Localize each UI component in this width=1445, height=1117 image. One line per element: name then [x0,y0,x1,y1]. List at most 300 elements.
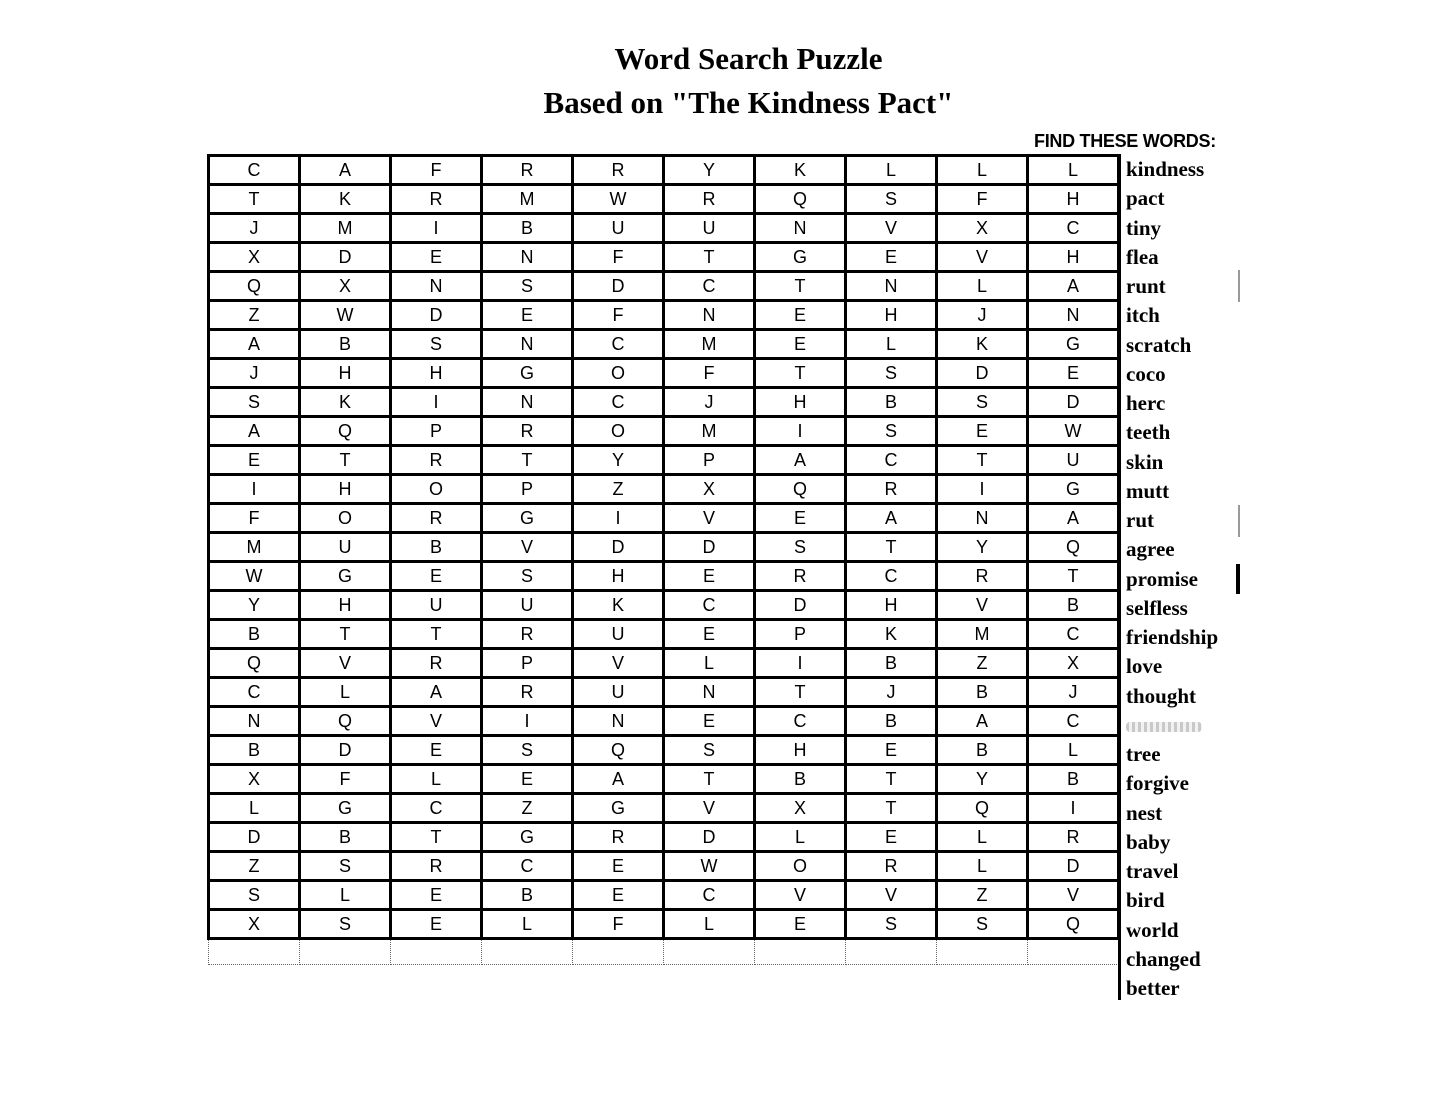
grid-cell: C [573,388,664,417]
grid-cell: X [300,272,391,301]
grid-row [209,707,1119,736]
grid-cell: B [1028,591,1119,620]
word-list-item: rut [1126,508,1154,532]
grid-cell: V [846,214,937,243]
grid-cell: I [391,388,482,417]
grid-cell: M [482,185,573,214]
grid-row [209,243,1119,272]
word-list-item: travel [1126,859,1179,883]
grid-cell: Y [664,156,755,185]
grid-cell: U [391,591,482,620]
grid-cell: O [755,852,846,881]
grid-cell: H [300,475,391,504]
word-list-item: love [1126,654,1163,679]
grid-cell: S [391,330,482,359]
word-list-item: kindness [1126,157,1205,181]
grid-cell: K [300,185,391,214]
grid-cell: R [664,185,755,214]
grid-cell: K [846,620,937,649]
grid-cell: P [755,620,846,649]
grid-cell: S [755,533,846,562]
grid-cell: I [391,214,482,243]
grid-cell: F [664,359,755,388]
grid-cell: E [209,446,300,475]
grid-cell: N [482,243,573,272]
grid-cell: S [482,272,573,301]
grid-cell: N [209,707,300,736]
grid-cell: D [209,823,300,852]
grid-row [209,794,1119,823]
word-list-item: teeth [1126,420,1171,445]
grid-cell: N [937,504,1028,533]
word-list-item: thought [1126,683,1197,708]
grid-cell: N [391,272,482,301]
grid-cell: R [573,823,664,852]
grid-cell: B [300,823,391,852]
grid-cell: L [300,881,391,910]
grid-cell: Q [209,272,300,301]
grid-cell: Z [937,881,1028,910]
grid-cell: C [1028,214,1119,243]
grid-row [209,301,1119,330]
grid-cell: B [209,736,300,765]
grid-cell: B [391,533,482,562]
grid-cell: C [1028,707,1119,736]
grid-row [209,591,1119,620]
grid-cell: H [573,562,664,591]
grid-cell: S [846,910,937,939]
grid-cell: S [846,417,937,446]
grid-cell: H [846,591,937,620]
grid-cell: X [209,910,300,939]
grid-row [209,620,1119,649]
grid-cell: N [664,678,755,707]
grid-cell: U [573,678,664,707]
grid-cell: A [846,504,937,533]
grid-cell: E [846,736,937,765]
grid-cell: T [937,446,1028,475]
grid-cell: B [937,736,1028,765]
grid-cell: D [300,243,391,272]
grid-blank-cell [755,939,846,965]
grid-cell: E [482,765,573,794]
grid-row [209,823,1119,852]
grid-cell: G [755,243,846,272]
grid-row [209,446,1119,475]
grid-cell: S [482,562,573,591]
grid-cell: G [300,562,391,591]
grid-cell: K [300,388,391,417]
grid-cell: E [664,562,755,591]
grid-cell: H [1028,185,1119,214]
grid-cell: Q [300,707,391,736]
grid-cell: H [846,301,937,330]
grid-row [209,330,1119,359]
grid-cell: C [391,794,482,823]
grid-cell: E [573,881,664,910]
grid-cell: C [846,446,937,475]
grid-cell: H [300,591,391,620]
word-list-item: mutt [1126,478,1170,503]
grid-cell: H [755,388,846,417]
grid-cell: W [573,185,664,214]
grid-cell: C [664,272,755,301]
grid-cell: H [1028,243,1119,272]
grid-cell: G [300,794,391,823]
grid-cell: Z [209,301,300,330]
grid-cell: Q [300,417,391,446]
grid-cell: N [482,330,573,359]
grid-cell: R [573,156,664,185]
grid-row [209,272,1119,301]
grid-cell: N [755,214,846,243]
grid-row [209,214,1119,243]
grid-cell: Q [755,475,846,504]
grid-blank-cell [482,939,573,965]
grid-blank-cell [1028,939,1119,965]
grid-row [209,765,1119,794]
grid-cell: J [209,359,300,388]
grid-cell: L [755,823,846,852]
grid-cell: R [1028,823,1119,852]
grid-cell: E [664,620,755,649]
grid-cell: L [391,765,482,794]
grid-cell: Q [1028,910,1119,939]
grid-cell: O [573,359,664,388]
grid-cell: A [300,156,391,185]
word-list-item: agree [1126,537,1175,562]
grid-cell: L [846,156,937,185]
grid-cell: P [391,417,482,446]
grid-cell: L [937,272,1028,301]
grid-cell: N [482,388,573,417]
grid-cell: A [755,446,846,475]
grid-cell: G [1028,330,1119,359]
grid-cell: E [937,417,1028,446]
grid-cell: G [573,794,664,823]
grid-cell: A [1028,504,1119,533]
scan-artifact [1238,505,1240,537]
find-words-heading: FIND THESE WORDS: [1034,131,1216,151]
grid-cell: B [755,765,846,794]
grid-cell: Z [209,852,300,881]
grid-cell: D [937,359,1028,388]
word-list-item: coco [1126,361,1166,386]
grid-cell: L [482,910,573,939]
word-list-item: skin [1126,449,1164,474]
grid-cell: I [482,707,573,736]
grid-cell: D [573,272,664,301]
grid-cell: S [846,185,937,214]
grid-cell: T [482,446,573,475]
grid-cell: F [391,156,482,185]
word-list-item: forgive [1126,771,1189,796]
grid-cell: R [391,446,482,475]
letter-grid [207,154,1120,965]
grid-cell: E [1028,359,1119,388]
grid-cell: B [846,707,937,736]
word-list-item: better [1126,976,1180,1000]
grid-cell: Y [209,591,300,620]
grid-cell: M [664,417,755,446]
grid-cell: E [755,504,846,533]
grid-row [209,417,1119,446]
grid-cell: U [573,620,664,649]
grid-cell: S [664,736,755,765]
grid-cell: R [846,852,937,881]
grid-cell: Z [573,475,664,504]
grid-cell: V [391,707,482,736]
grid-cell: L [664,910,755,939]
grid-cell: O [300,504,391,533]
grid-row [209,504,1119,533]
grid-cell: T [846,794,937,823]
grid-cell: G [482,359,573,388]
word-list-item: herc [1126,391,1166,415]
grid-cell: E [391,910,482,939]
grid-cell: F [300,765,391,794]
grid-cell: B [209,620,300,649]
grid-cell: A [573,765,664,794]
grid-cell: E [846,243,937,272]
grid-cell: T [300,620,391,649]
grid-cell: C [482,852,573,881]
grid-cell: V [1028,881,1119,910]
grid-cell: J [1028,678,1119,707]
grid-cell: K [755,156,846,185]
grid-cell: C [664,591,755,620]
grid-cell: E [755,301,846,330]
grid-cell: B [1028,765,1119,794]
grid-row [209,359,1119,388]
grid-cell: P [482,475,573,504]
grid-cell: F [209,504,300,533]
grid-cell: D [664,533,755,562]
grid-cell: N [846,272,937,301]
grid-cell: A [1028,272,1119,301]
grid-cell: T [755,678,846,707]
puzzle-title: Word Search Puzzle [614,41,883,76]
grid-cell: U [482,591,573,620]
grid-cell: T [664,765,755,794]
grid-cell: R [482,156,573,185]
grid-cell: G [482,504,573,533]
grid-cell: I [755,417,846,446]
grid-cell: L [846,330,937,359]
word-list-item: runt [1126,274,1166,298]
grid-cell: R [391,504,482,533]
grid-cell: X [209,765,300,794]
grid-cell: L [937,156,1028,185]
word-list-divider [1118,154,1121,1000]
grid-cell: A [209,330,300,359]
grid-blank-cell [846,939,937,965]
grid-cell: C [1028,620,1119,649]
grid-row [209,852,1119,881]
grid-row [209,649,1119,678]
grid-cell: M [664,330,755,359]
grid-cell: V [937,591,1028,620]
grid-cell: U [1028,446,1119,475]
grid-cell: T [755,359,846,388]
grid-cell: F [573,243,664,272]
grid-cell: U [573,214,664,243]
grid-cell: L [937,852,1028,881]
grid-cell: N [573,707,664,736]
grid-cell: Q [937,794,1028,823]
grid-cell: K [573,591,664,620]
grid-cell: I [755,649,846,678]
grid-cell: D [1028,388,1119,417]
word-list-item: world [1126,917,1179,942]
obscured-word [1126,722,1202,732]
grid-cell: Y [937,533,1028,562]
word-list-item: tiny [1126,215,1162,240]
grid-cell: L [300,678,391,707]
grid-blank-cell [209,939,300,965]
grid-cell: U [300,533,391,562]
grid-cell: W [300,301,391,330]
word-list [1126,155,1218,1003]
grid-cell: S [937,388,1028,417]
grid-cell: L [1028,736,1119,765]
word-list-item: flea [1126,244,1159,269]
grid-cell: T [846,765,937,794]
grid-cell: S [209,388,300,417]
grid-cell: L [937,823,1028,852]
grid-row [209,475,1119,504]
grid-cell: B [482,214,573,243]
grid-cell: R [482,678,573,707]
grid-cell: D [573,533,664,562]
grid-cell: E [391,736,482,765]
grid-row [209,185,1119,214]
grid-cell: S [300,852,391,881]
grid-cell: C [209,156,300,185]
grid-cell: Q [209,649,300,678]
grid-cell: E [391,243,482,272]
grid-row [209,156,1119,185]
grid-cell: D [300,736,391,765]
grid-cell: Z [937,649,1028,678]
word-list-item: nest [1126,800,1163,825]
grid-cell: X [664,475,755,504]
grid-cell: U [664,214,755,243]
grid-cell: Y [573,446,664,475]
scan-artifact [1238,270,1240,302]
grid-cell: X [1028,649,1119,678]
grid-row [209,388,1119,417]
grid-cell: R [755,562,846,591]
grid-cell: F [573,301,664,330]
grid-cell: Q [1028,533,1119,562]
grid-cell: T [755,272,846,301]
grid-cell: C [755,707,846,736]
grid-row [209,533,1119,562]
word-list-item: scratch [1126,332,1192,357]
grid-row [209,881,1119,910]
grid-cell: Z [482,794,573,823]
grid-row [209,678,1119,707]
grid-cell: F [937,185,1028,214]
grid-cell: I [937,475,1028,504]
grid-cell: V [573,649,664,678]
grid-cell: N [664,301,755,330]
grid-cell: D [1028,852,1119,881]
grid-blank-cell [664,939,755,965]
grid-cell: A [391,678,482,707]
grid-cell: I [573,504,664,533]
grid-cell: V [664,794,755,823]
grid-cell: D [755,591,846,620]
grid-cell: D [664,823,755,852]
grid-cell: V [300,649,391,678]
grid-cell: A [209,417,300,446]
grid-cell: X [755,794,846,823]
grid-cell: T [846,533,937,562]
grid-cell: V [755,881,846,910]
grid-cell: J [664,388,755,417]
grid-cell: C [573,330,664,359]
grid-cell: I [1028,794,1119,823]
grid-blank-cell [391,939,482,965]
grid-cell: S [300,910,391,939]
word-list-item [1126,711,1218,740]
grid-cell: O [391,475,482,504]
grid-cell: O [573,417,664,446]
grid-blank-cell [937,939,1028,965]
grid-cell: L [1028,156,1119,185]
grid-cell: S [209,881,300,910]
grid-cell: J [846,678,937,707]
grid-cell: E [755,330,846,359]
grid-cell: S [937,910,1028,939]
grid-cell: K [937,330,1028,359]
grid-cell: T [664,243,755,272]
word-list-item: selfless [1126,595,1188,620]
grid-cell: S [846,359,937,388]
grid-cell: L [209,794,300,823]
grid-cell: S [482,736,573,765]
grid-cell: D [391,301,482,330]
grid-cell: H [300,359,391,388]
grid-cell: R [391,852,482,881]
grid-cell: J [209,214,300,243]
grid-cell: H [391,359,482,388]
grid-cell: B [846,388,937,417]
grid-cell: P [482,649,573,678]
grid-cell: W [209,562,300,591]
grid-cell: T [391,823,482,852]
grid-blank-cell [300,939,391,965]
grid-cell: M [937,620,1028,649]
grid-cell: B [482,881,573,910]
grid-cell: M [209,533,300,562]
grid-cell: W [1028,417,1119,446]
grid-cell: F [573,910,664,939]
word-list-item: itch [1126,303,1160,328]
grid-cell: V [846,881,937,910]
grid-cell: V [937,243,1028,272]
word-list-item: tree [1126,742,1161,766]
grid-cell: Y [937,765,1028,794]
grid-cell: H [755,736,846,765]
grid-cell: E [391,881,482,910]
grid-cell: E [846,823,937,852]
grid-cell: E [573,852,664,881]
grid-cell: B [937,678,1028,707]
grid-cell: T [1028,562,1119,591]
